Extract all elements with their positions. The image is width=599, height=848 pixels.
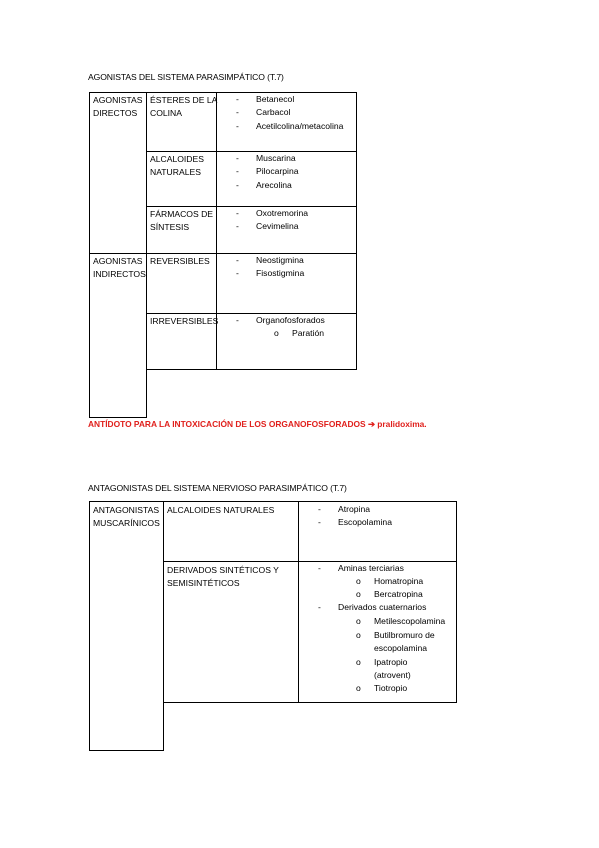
sub-list-item: o Bercatropina <box>356 589 423 599</box>
antagonistas-muscarinicos-label <box>93 504 160 529</box>
sub-list-item-continued: (atrovent) <box>374 670 411 680</box>
sub-list-item-continued: escopolamina <box>374 643 428 653</box>
agonistas-title: AGONISTAS DEL SISTEMA PARASIMPÁTICO (T.7) <box>88 72 284 82</box>
table-border <box>89 417 147 418</box>
sub-list-item: o Paratión <box>274 328 325 338</box>
table-border <box>146 313 357 314</box>
label-line: ANTAGONISTAS <box>93 505 160 515</box>
sub-list-item: o Butilbromuro de <box>356 630 435 640</box>
table-border <box>163 702 457 703</box>
table-border <box>298 501 299 703</box>
table-border <box>89 501 457 502</box>
sub-list-item: o Metilescopolamina <box>356 616 446 626</box>
table-border <box>89 501 90 751</box>
list-item: - Arecolina <box>236 180 292 190</box>
agonistas-directos-label <box>93 94 143 119</box>
label-line: DIRECTOS <box>93 107 138 118</box>
label-line: FÁRMACOS DE <box>150 209 214 219</box>
label-line: INDIRECTOS <box>93 268 146 279</box>
label-line: MUSCARÍNICOS <box>93 517 160 528</box>
table-border <box>163 561 457 562</box>
list-item: - Oxotremorina <box>236 208 309 218</box>
list-item: - Escopolamina <box>318 517 392 527</box>
list-item: - Carbacol <box>236 107 291 117</box>
row-label-alcaloides-naturales: ALCALOIDES NATURALES <box>167 505 275 515</box>
row-label-derivados <box>167 564 279 589</box>
sub-list-item: o Tiotropio <box>356 683 408 693</box>
label-line: AGONISTAS <box>93 256 143 266</box>
table-border <box>89 750 164 751</box>
list-item: - Organofosforados <box>236 315 325 325</box>
label-line: DERIVADOS SINTÉTICOS Y <box>167 565 279 575</box>
table-border <box>89 253 357 254</box>
table-border <box>146 206 357 207</box>
agonistas-indirectos-label <box>93 255 146 280</box>
table-border <box>456 501 457 703</box>
table-border <box>89 92 357 93</box>
row-label-reversibles: REVERSIBLES <box>150 256 210 266</box>
list-item: - Betanecol <box>236 94 295 104</box>
label-line: AGONISTAS <box>93 95 143 105</box>
table-border <box>89 92 90 417</box>
sub-list-item: o Ipatropio <box>356 657 408 667</box>
label-line: ALCALOIDES <box>150 154 204 164</box>
list-item: - Aminas terciarias <box>318 563 404 573</box>
label-line: SEMISINTÉTICOS <box>167 577 240 588</box>
list-item: - Derivados cuaternarios <box>318 602 427 612</box>
table-border <box>146 151 357 152</box>
label-line: COLINA <box>150 107 182 118</box>
label-line: NATURALES <box>150 166 201 177</box>
antidote-note: ANTÍDOTO PARA LA INTOXICACIÓN DE LOS ORGANOFOSFORADOS ➔ pralidoxima. <box>88 419 427 429</box>
label-line: ÉSTERES DE LA <box>150 95 218 105</box>
row-label-irreversibles: IRREVERSIBLES <box>150 316 219 326</box>
list-item: - Fisostigmina <box>236 268 305 278</box>
table-border <box>356 92 357 369</box>
label-line: SÍNTESIS <box>150 221 190 232</box>
table-border <box>146 369 357 370</box>
row-label-farmacos <box>150 208 213 233</box>
list-item: - Cevimelina <box>236 221 299 231</box>
table-border <box>163 501 164 751</box>
sub-list-item: o Homatropina <box>356 576 424 586</box>
list-item: - Neostigmina <box>236 255 304 265</box>
list-item: - Acetilcolina/metacolina <box>236 121 344 131</box>
row-label-esteres <box>150 94 217 119</box>
antagonistas-title: ANTAGONISTAS DEL SISTEMA NERVIOSO PARASIMPÁTICO (T.7) <box>88 483 347 493</box>
list-item: - Pilocarpina <box>236 166 299 176</box>
row-label-alcaloides <box>150 153 204 178</box>
list-item: - Atropina <box>318 504 371 514</box>
list-item: - Muscarina <box>236 153 296 163</box>
